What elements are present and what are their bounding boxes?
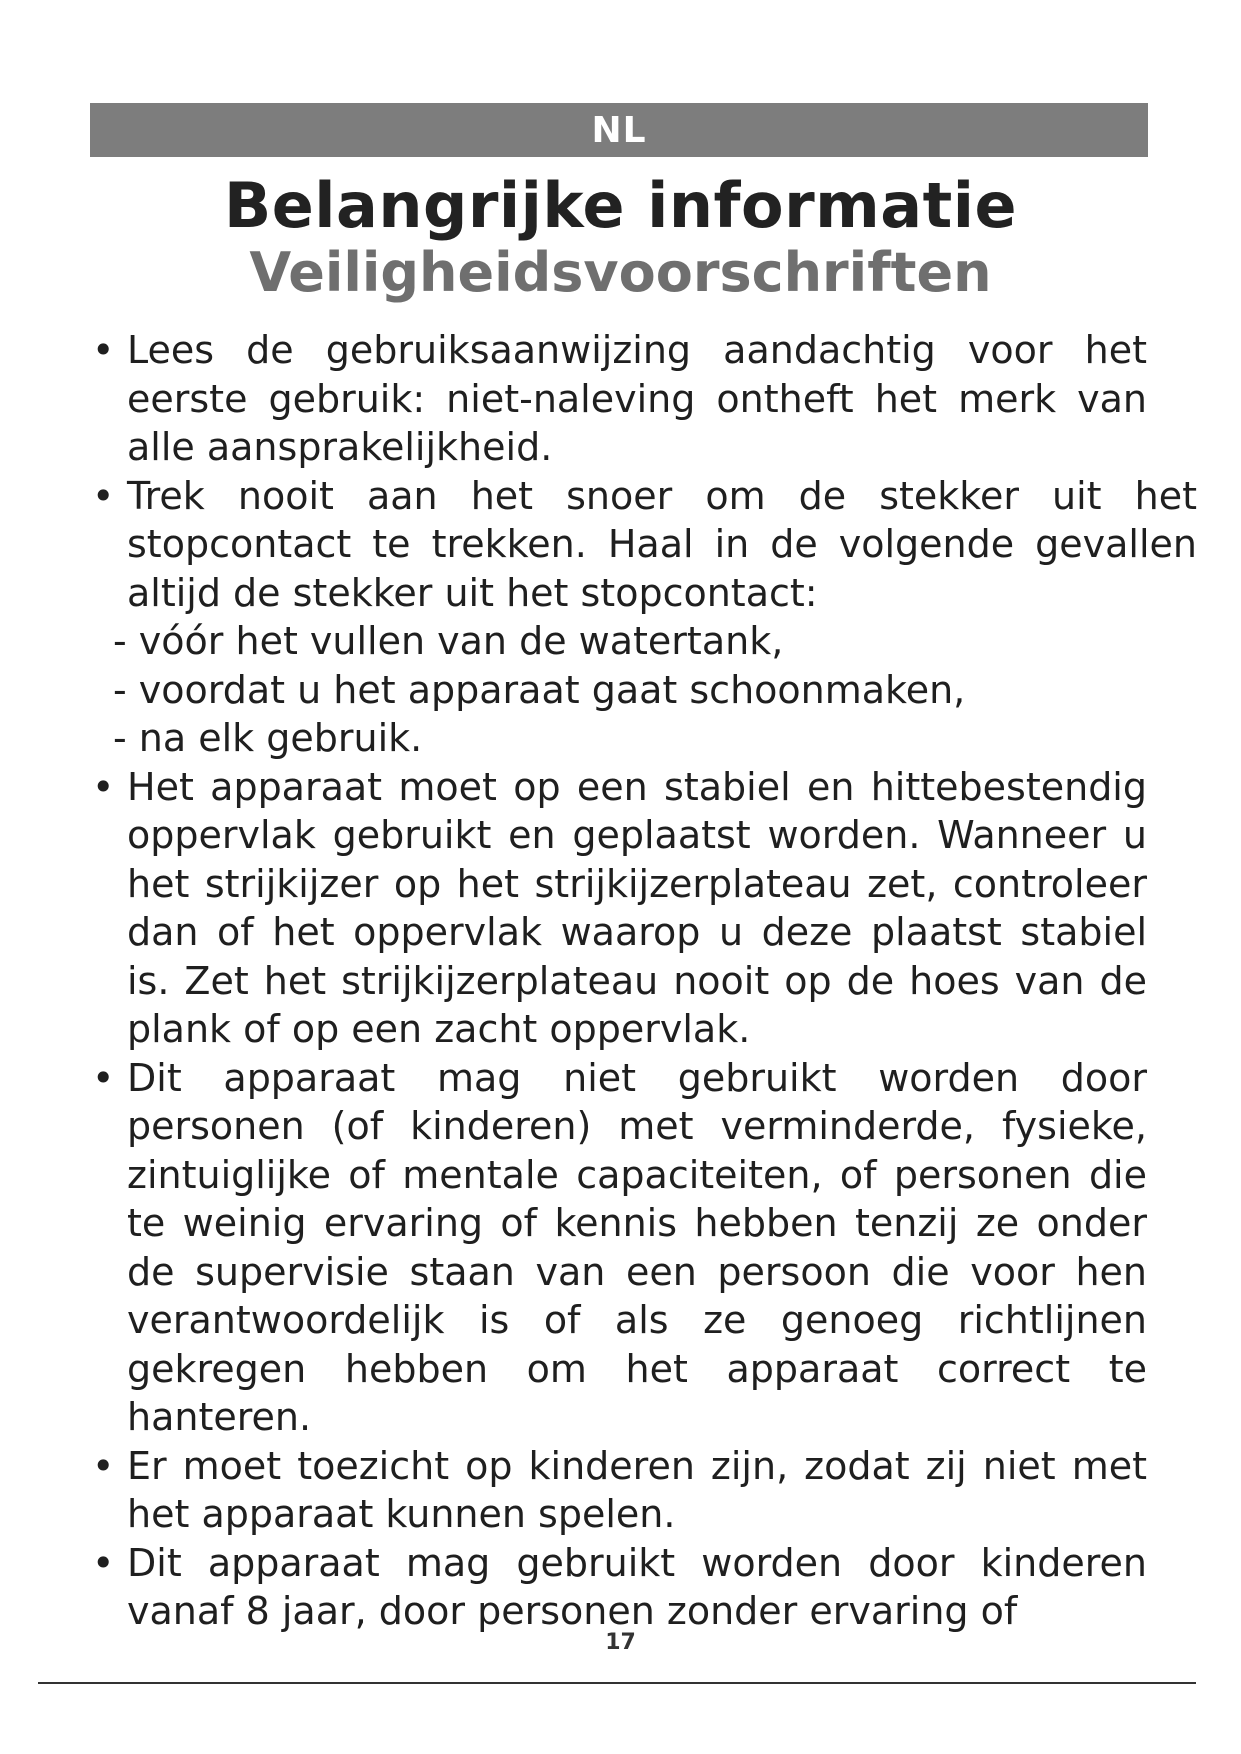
page-title: Belangrijke informatie <box>223 169 1018 242</box>
list-item-text: Er moet toezicht op kinderen zijn, zodat zij niet met het apparaat kunnen spelen. <box>127 1443 1147 1536</box>
language-tag: NL <box>591 109 647 151</box>
list-item-text: Lees de gebruiksaanwijzing aandachtig voor het eerste gebruik: niet-naleving ontheft het merk van alle aansprakelijkheid. <box>127 328 1147 469</box>
footer-divider <box>38 1682 1196 1684</box>
list-item <box>90 1054 1147 1442</box>
sub-list-item: - vóór het vullen van de watertank, <box>113 619 784 663</box>
bullet-icon: • <box>92 764 115 809</box>
bullet-icon: • <box>92 473 115 518</box>
safety-instructions-list <box>90 326 1200 1636</box>
language-header-bar <box>90 103 1148 157</box>
list-item <box>90 326 1147 472</box>
list-item-text: Dit apparaat mag gebruikt worden door kinderen vanaf 8 jaar, door personen zonder ervaring of <box>127 1540 1147 1633</box>
sub-list-item: - voordat u het apparaat gaat schoonmaken, <box>113 667 966 712</box>
sub-list-item: - na elk gebruik. <box>113 716 423 760</box>
bullet-icon: • <box>92 1055 115 1100</box>
page-subtitle: Veiligheidsvoorschriften <box>249 241 992 304</box>
list-item <box>90 1442 1147 1539</box>
bullet-icon: • <box>92 1443 115 1488</box>
bullet-icon: • <box>92 328 115 372</box>
list-item-text: Het apparaat moet op een stabiel en hittebestendig oppervlak gebruikt en geplaatst worden. Wanneer u het strijkijzer op het strijkijzerplateau zet, controleer dan of het oppervlak waarop u deze plaatst stabiel is. Zet het strijkijzerplateau nooit op de hoes van de plank of op een zacht oppervlak. <box>127 764 1147 1051</box>
list-item-text: Dit apparaat mag niet gebruikt worden door personen (of kinderen) met verminderde, fysieke, zintuiglijke of mentale capaciteiten, of personen die te weinig ervaring of kennis hebben tenzij ze onder de supervisie staan van een persoon die voor hen verantwoordelijk is of als ze genoeg richtlijnen gekregen hebben om het apparaat correct te hanteren. <box>127 1055 1147 1439</box>
list-item <box>90 763 1147 1054</box>
list-item <box>90 472 1197 618</box>
list-item <box>90 1539 1147 1636</box>
list-item-text: Trek nooit aan het snoer om de stekker uit het stopcontact te trekken. Haal in de volgende gevallen altijd de stekker uit het stopcontact: <box>127 473 1197 615</box>
page-number: 17 <box>605 1630 636 1655</box>
bullet-icon: • <box>92 1540 115 1585</box>
